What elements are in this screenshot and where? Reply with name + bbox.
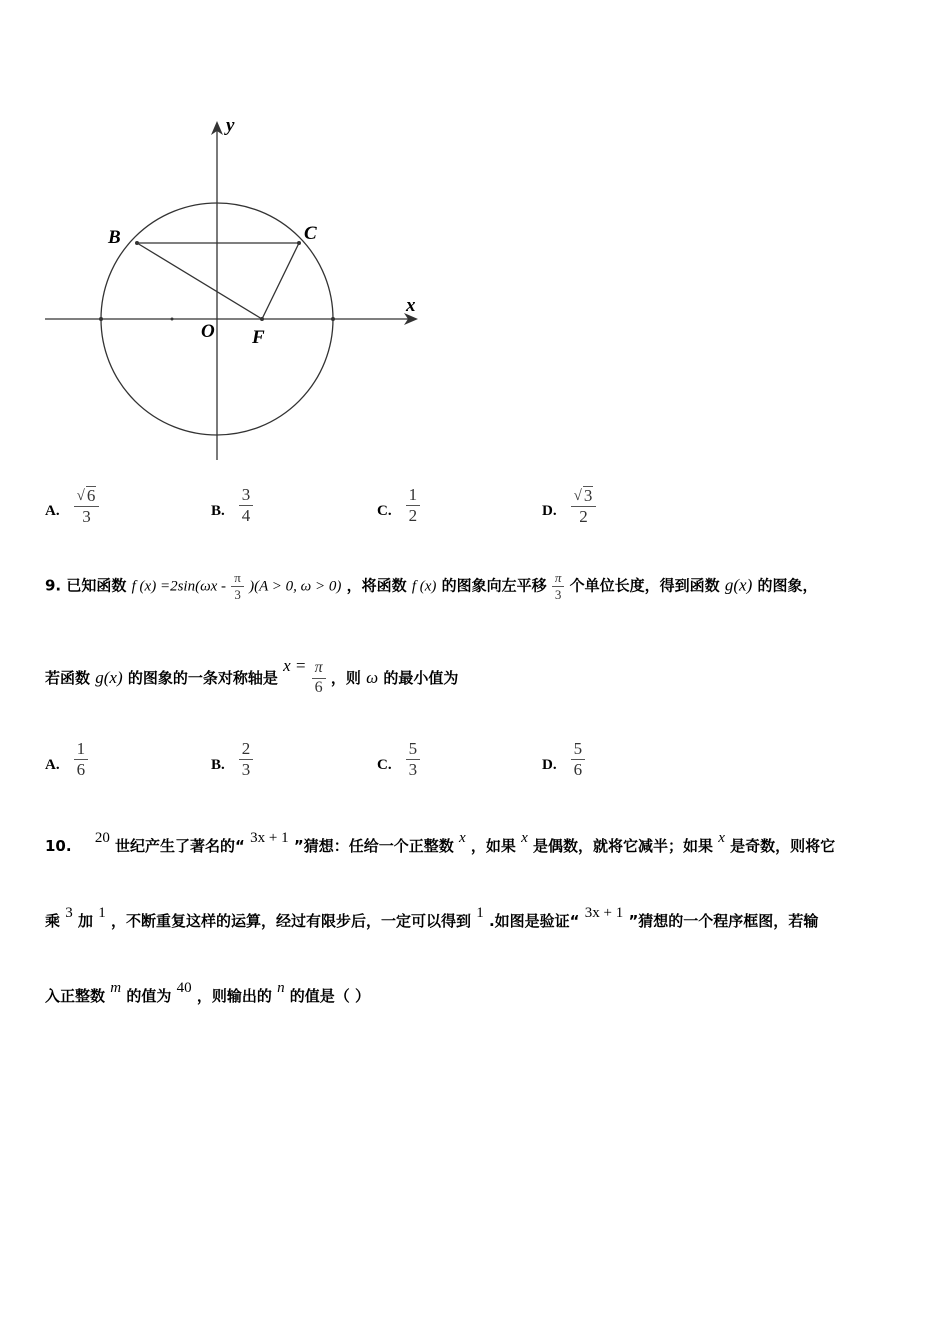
q9-text: 的图象， (757, 576, 818, 595)
question-number: 10. (45, 837, 72, 855)
circle-figure (40, 112, 425, 467)
option-value: $\frac{1}{2}$ (406, 486, 421, 525)
label-b: B (108, 227, 121, 248)
figure-svg (40, 112, 425, 467)
option-value: $\frac{1}{6}$ (74, 740, 89, 779)
option-letter: C. (377, 756, 392, 773)
q9-option-c[interactable] (377, 740, 420, 779)
option-value: $\frac{5}{3}$ (406, 740, 421, 779)
q9-text: 已知函数 (66, 576, 127, 595)
segment-cf (262, 243, 299, 319)
label-o: O (201, 321, 215, 342)
q10-text: 加 (77, 912, 93, 930)
option-value: $\frac{3}{4}$ (239, 486, 254, 525)
variable-x: x (458, 830, 466, 846)
q8-option-d[interactable] (542, 486, 596, 526)
q9-text: 个单位长度，得到函数 (569, 576, 720, 595)
q10-text: 的值是（ ） (289, 987, 371, 1005)
number-forty: 40 (176, 980, 192, 996)
question-number: 9. (45, 576, 62, 595)
number-one: 1 (98, 905, 106, 921)
label-c: C (304, 223, 317, 244)
omega: ω (366, 667, 379, 687)
option-letter: B. (211, 756, 225, 773)
q10-text: ”猜想：任给一个正整数 (293, 837, 454, 855)
option-letter: A. (45, 756, 60, 773)
fx-definition-fraction: $\frac{\pi}{3}$ (231, 571, 244, 601)
variable-x: x (521, 830, 528, 846)
axis-left: x = (283, 655, 307, 675)
option-letter: A. (45, 503, 60, 520)
q9-text: 若函数 (45, 668, 91, 687)
variable-m: m (110, 980, 122, 996)
number-three: 3 (65, 905, 73, 921)
variable-x: x (718, 830, 725, 846)
left-vertex (99, 317, 103, 321)
q10-text: 的值为 (126, 987, 172, 1005)
gx: g(x) (724, 575, 753, 595)
q8-option-b[interactable] (211, 486, 253, 525)
q9-text: ，将函数 (346, 576, 407, 595)
q8-option-c[interactable] (377, 486, 420, 525)
q9-option-d[interactable] (542, 740, 585, 779)
q10-text: ，则输出的 (196, 987, 272, 1005)
shift-fraction: $\frac{\pi}{3}$ (552, 571, 565, 601)
right-vertex (331, 317, 335, 321)
q10-text: ”猜想的一个程序框图，若输 (628, 912, 819, 930)
fx: f (x) (411, 578, 437, 595)
axis-fraction: $\frac{\pi}{6}$ (312, 660, 326, 697)
q10-text: .如图是验证“ (488, 912, 580, 930)
q10-line-3 (45, 980, 371, 1006)
q10-text: 世纪产生了著名的“ (115, 837, 245, 855)
left-focus (171, 318, 174, 321)
conjecture-expression: 3x + 1 (250, 830, 289, 846)
q10-line-1 (45, 830, 836, 856)
label-f: F (252, 327, 265, 348)
q8-option-a[interactable] (45, 486, 99, 526)
q10-text: ，不断重复这样的运算，经过有限步后，一定可以得到 (110, 912, 471, 930)
q9-option-b[interactable] (211, 740, 253, 779)
option-value: √ 6 3 (74, 486, 100, 526)
century-number: 20 (94, 830, 110, 846)
q10-text: 入正整数 (45, 987, 106, 1005)
q9-text: ，则 (330, 668, 361, 687)
fx-definition-left: f (x) =2sin(ωx - (131, 578, 227, 595)
option-letter: B. (211, 502, 225, 519)
option-letter: D. (542, 756, 557, 773)
option-letter: C. (377, 502, 392, 519)
option-value: √ 3 2 (571, 486, 597, 526)
point-c (297, 241, 301, 245)
point-b (135, 241, 139, 245)
point-f (260, 317, 264, 321)
label-x: x (406, 295, 416, 316)
q10-text: ，如果 (470, 837, 516, 855)
q10-text: 是奇数，则将它 (730, 837, 836, 855)
q9-text: 的图象的一条对称轴是 (127, 668, 278, 687)
option-letter: D. (542, 503, 557, 520)
q10-line-2 (45, 905, 819, 931)
conjecture-expression: 3x + 1 (584, 905, 624, 921)
q9-text: 的图象向左平移 (441, 576, 547, 595)
option-value: $\frac{2}{3}$ (239, 740, 254, 779)
q9-option-a[interactable] (45, 740, 88, 779)
gx: g(x) (95, 667, 123, 687)
fx-definition-right: )(A > 0, ω > 0) (249, 578, 342, 595)
option-value: $\frac{5}{6}$ (571, 740, 586, 779)
q9-text: 的最小值为 (383, 668, 459, 687)
q9-line-2 (45, 655, 459, 697)
q10-text: 是偶数，就将它减半；如果 (533, 837, 714, 855)
q10-text: 乘 (45, 912, 61, 930)
variable-n: n (277, 980, 285, 996)
number-one: 1 (476, 905, 484, 921)
segment-bf (137, 243, 262, 319)
q9-line-1 (45, 571, 818, 601)
label-y: y (226, 115, 235, 136)
